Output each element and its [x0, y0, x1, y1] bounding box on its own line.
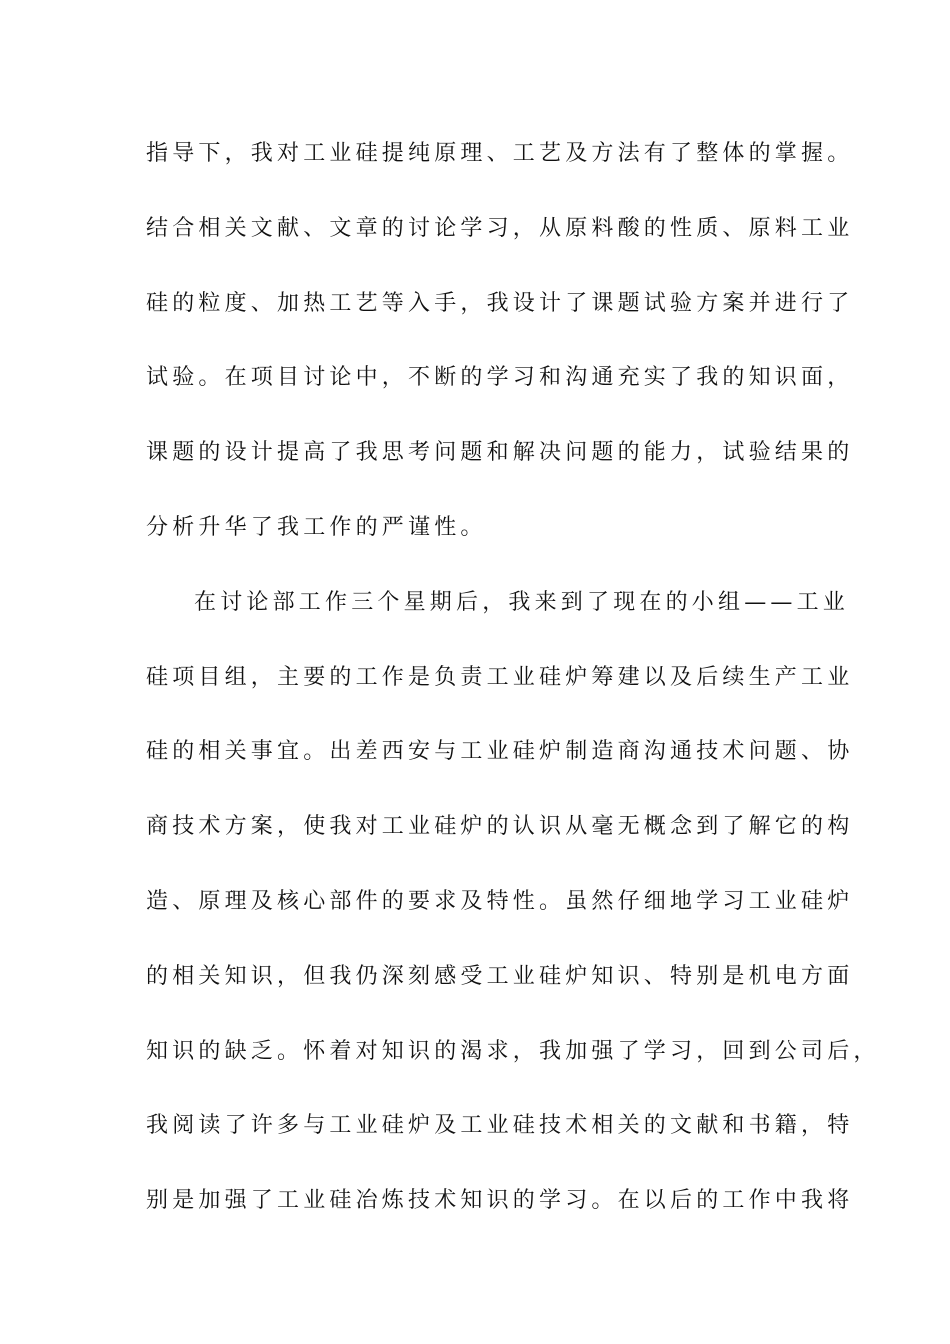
text-line-12: 的相关知识，但我仍深刻感受工业硅炉知识、特别是机电方面	[146, 963, 854, 989]
text-line-3: 硅的粒度、加热工艺等入手，我设计了课题试验方案并进行了	[146, 290, 854, 316]
text-line-11: 造、原理及核心部件的要求及特性。虽然仔细地学习工业硅炉	[146, 888, 854, 914]
text-line-13: 知识的缺乏。怀着对知识的渴求，我加强了学习，回到公司后，	[146, 1038, 880, 1064]
paragraph-start-line: 在讨论部工作三个星期后，我来到了现在的小组——工业	[194, 589, 850, 615]
text-line-14: 我阅读了许多与工业硅炉及工业硅技术相关的文献和书籍，特	[146, 1113, 854, 1139]
text-line-1: 指导下，我对工业硅提纯原理、工艺及方法有了整体的掌握。	[146, 141, 854, 166]
text-line-15: 别是加强了工业硅冶炼技术知识的学习。在以后的工作中我将	[146, 1188, 854, 1214]
text-line-2: 结合相关文献、文章的讨论学习，从原料酸的性质、原料工业	[146, 215, 854, 241]
text-line-9: 硅的相关事宜。出差西安与工业硅炉制造商沟通技术问题、协	[146, 739, 854, 765]
text-line-10: 商技术方案，使我对工业硅炉的认识从毫无概念到了解它的构	[146, 814, 854, 840]
text-line-5: 课题的设计提高了我思考问题和解决问题的能力，试验结果的	[146, 440, 854, 466]
text-line-4: 试验。在项目讨论中，不断的学习和沟通充实了我的知识面，	[146, 365, 854, 391]
text-line-8: 硅项目组，主要的工作是负责工业硅炉筹建以及后续生产工业	[146, 664, 854, 690]
text-line-6: 分析升华了我工作的严谨性。	[146, 514, 487, 540]
body-text	[146, 128, 880, 1250]
